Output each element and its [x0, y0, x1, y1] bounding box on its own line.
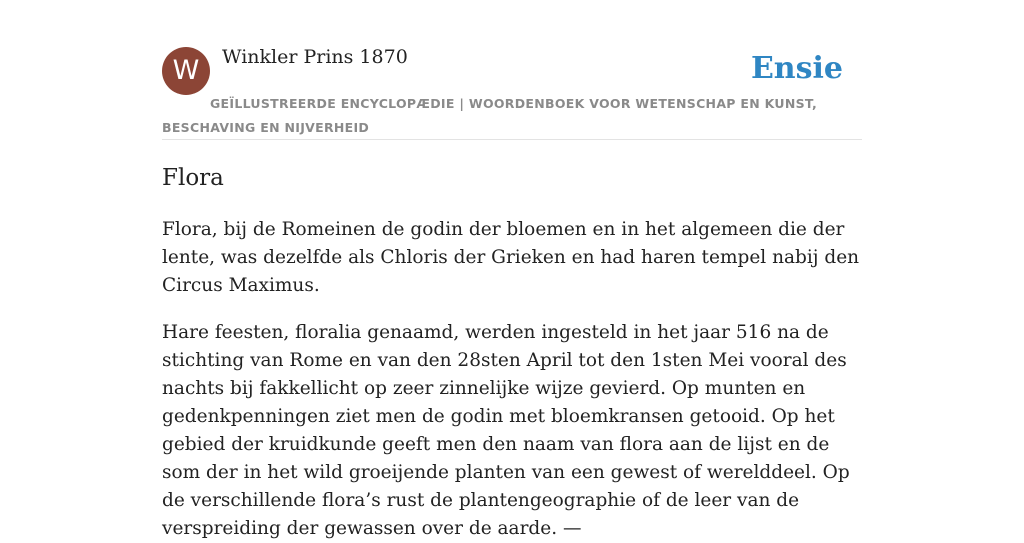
source-title[interactable]: Winkler Prins 1870 [222, 46, 408, 68]
source-subtitle: GEÏLLUSTREERDE ENCYCLOPÆDIE | WOORDENBOEK VOOR WETENSCHAP EN KUNST, BESCHAVING EN NIJVERHEID [162, 96, 818, 135]
article-paragraph: Hare feesten, floralia genaamd, werden ingesteld in het jaar 516 na de stichting van Rome en van den 28sten April tot den 1sten Mei vooral des nachts bij fakkellicht op zeer zinnelijke wijze gevierd. Op munten en gedenkpenningen ziet men de godin met bloemkransen getooid. Op het gebied der kruidkunde geeft men den naam van flora aan de lijst en de som der in het wild groeijende planten van een gewest of werelddeel. Op de verschillende flora’s rust de plantengeographie of de leer van de verspreiding der gewassen over de aarde. — [162, 322, 850, 539]
article-paragraph: Flora, bij de Romeinen de godin der bloemen en in het algemeen die der lente, was dezelfde als Chloris der Grieken en had haren tempel nabij den Circus Maximus. [162, 219, 860, 296]
article [162, 160, 867, 543]
source-avatar[interactable]: W [162, 47, 210, 95]
header-divider [162, 139, 862, 140]
ensie-logo[interactable]: Ensie [750, 51, 843, 86]
article-title: Flora [162, 165, 224, 191]
